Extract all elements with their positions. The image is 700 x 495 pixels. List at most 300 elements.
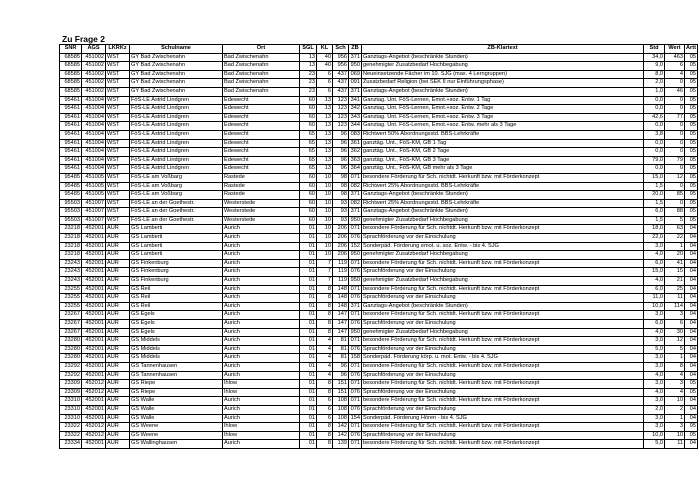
- cell-schulname: GS Egels: [130, 320, 223, 329]
- table-row: [60, 328, 698, 337]
- cell-zb: 076: [349, 388, 362, 397]
- column-header-artt: Artt: [685, 45, 698, 54]
- cell-sch: 81: [333, 337, 349, 346]
- cell-schulname: GS Walle: [130, 397, 223, 406]
- cell-snr: 23280: [60, 354, 82, 363]
- cell-sch: 437: [333, 70, 349, 79]
- cell-kl: 10: [317, 208, 333, 217]
- cell-ags: 452001: [82, 294, 106, 303]
- cell-artt: 04: [685, 362, 698, 371]
- cell-sch: 93: [333, 216, 349, 225]
- cell-artt: 04: [685, 337, 698, 346]
- cell-lkrkz: AUR: [106, 440, 130, 449]
- cell-std: 0,0: [644, 105, 665, 114]
- table-row: [60, 242, 698, 251]
- cell-zb: 950: [349, 62, 362, 71]
- cell-wert: 0: [665, 199, 685, 208]
- cell-lkrkz: WST: [106, 173, 130, 182]
- cell-zb: 364: [349, 165, 362, 174]
- cell-artt: 05: [685, 380, 698, 389]
- cell-sgl: 01: [300, 388, 317, 397]
- cell-zb-klartext: Ganztag. Unt. FöS-Lernen, Emot.+soz. Entw. 3 Tage: [362, 113, 644, 122]
- column-header-kl: KL: [317, 45, 333, 54]
- table-body: [60, 53, 698, 448]
- cell-ort: Aurich: [223, 311, 300, 320]
- cell-snr: 23243: [60, 277, 82, 286]
- cell-ort: Aurich: [223, 251, 300, 260]
- cell-ort: Rastede: [223, 173, 300, 182]
- cell-zb-klartext: besondere Förderung für Sch. nichtdt. Herkunft bzw. mit Förderkonzept: [362, 362, 644, 371]
- cell-schulname: GS Middels: [130, 337, 223, 346]
- cell-ort: Aurich: [223, 397, 300, 406]
- cell-schulname: GS Walle: [130, 414, 223, 423]
- cell-kl: 8: [317, 285, 333, 294]
- cell-ags: 452001: [82, 225, 106, 234]
- cell-zb: 071: [349, 380, 362, 389]
- cell-wert: 46: [665, 87, 685, 96]
- cell-sch: 81: [333, 354, 349, 363]
- cell-artt: 05: [685, 423, 698, 432]
- cell-snr: 23243: [60, 268, 82, 277]
- cell-zb-klartext: besondere Förderung für Sch. nichtdt. Herkunft bzw. mit Förderkonzept: [362, 337, 644, 346]
- cell-artt: 05: [685, 139, 698, 148]
- cell-std: 1,5: [644, 182, 665, 191]
- cell-schulname: FöS-LE Astrid Lindgren: [130, 96, 223, 105]
- cell-zb: 342: [349, 105, 362, 114]
- cell-sch: 206: [333, 242, 349, 251]
- cell-schulname: FöS-LE an der Goethestr.: [130, 216, 223, 225]
- cell-lkrkz: WST: [106, 148, 130, 157]
- cell-std: 3,0: [644, 242, 665, 251]
- cell-wert: 12: [665, 173, 685, 182]
- table-row: [60, 371, 698, 380]
- cell-kl: 10: [317, 182, 333, 191]
- cell-wert: 41: [665, 259, 685, 268]
- cell-ags: 451002: [82, 79, 106, 88]
- cell-sgl: 65: [300, 130, 317, 139]
- cell-zb-klartext: ganztäg. Unt., FöS-KM, GB mehr als 3 Tage: [362, 165, 644, 174]
- cell-kl: 13: [317, 156, 333, 165]
- cell-wert: 8: [665, 362, 685, 371]
- cell-sch: 206: [333, 251, 349, 260]
- cell-zb-klartext: Sprachförderung vor der Einschulung: [362, 320, 644, 329]
- cell-zb-klartext: Richtwert 25% Abordnungsstd. BBS-Lehrkräfte: [362, 182, 644, 191]
- cell-artt: 05: [685, 79, 698, 88]
- cell-sgl: 01: [300, 259, 317, 268]
- cell-zb: 371: [349, 302, 362, 311]
- cell-sgl: 01: [300, 380, 317, 389]
- cell-zb-klartext: Richtwert 50% Abordnungsstd. BBS-Lehrkräfte: [362, 130, 644, 139]
- cell-kl: 7: [317, 277, 333, 286]
- cell-sgl: 01: [300, 405, 317, 414]
- column-header-wert: Wert: [665, 45, 685, 54]
- cell-snr: 23334: [60, 440, 82, 449]
- cell-lkrkz: AUR: [106, 414, 130, 423]
- cell-wert: 114: [665, 302, 685, 311]
- cell-schulname: GS Reil: [130, 302, 223, 311]
- cell-ags: 451004: [82, 148, 106, 157]
- cell-schulname: GS Tannenhausen: [130, 371, 223, 380]
- cell-std: 4,0: [644, 388, 665, 397]
- table-row: [60, 337, 698, 346]
- cell-snr: 68585: [60, 79, 82, 88]
- cell-sgl: 13: [300, 62, 317, 71]
- cell-wert: 3: [665, 311, 685, 320]
- column-header-std: Std: [644, 45, 665, 54]
- table-row: [60, 431, 698, 440]
- cell-snr: 95461: [60, 148, 82, 157]
- cell-schulname: GS Riepe: [130, 388, 223, 397]
- cell-std: 3,0: [644, 354, 665, 363]
- cell-schulname: GS Riepe: [130, 380, 223, 389]
- cell-zb-klartext: Ganztag. Unt. FöS-Lernen, Emot.+soz. Entw. 2 Tage: [362, 105, 644, 114]
- cell-zb: 071: [349, 337, 362, 346]
- cell-ort: Bad Zwischenahn: [223, 62, 300, 71]
- column-header-zb-klartext: ZB-Klartext: [362, 45, 644, 54]
- cell-ags: 452001: [82, 311, 106, 320]
- cell-ags: 452001: [82, 362, 106, 371]
- cell-zb: 076: [349, 268, 362, 277]
- cell-sgl: 01: [300, 337, 317, 346]
- cell-artt: 04: [685, 371, 698, 380]
- cell-wert: 22: [665, 234, 685, 243]
- cell-wert: 463: [665, 53, 685, 62]
- cell-sch: 96: [333, 362, 349, 371]
- cell-sch: 108: [333, 405, 349, 414]
- cell-artt: 05: [685, 62, 698, 71]
- cell-sch: 81: [333, 345, 349, 354]
- cell-std: 1,5: [644, 216, 665, 225]
- cell-kl: 10: [317, 225, 333, 234]
- cell-lkrkz: WST: [106, 165, 130, 174]
- cell-lkrkz: AUR: [106, 431, 130, 440]
- cell-lkrkz: WST: [106, 139, 130, 148]
- cell-snr: 23310: [60, 397, 82, 406]
- cell-std: 79,0: [644, 156, 665, 165]
- cell-snr: 23267: [60, 320, 82, 329]
- cell-artt: 04: [685, 268, 698, 277]
- cell-snr: 95503: [60, 208, 82, 217]
- cell-zb: 071: [349, 173, 362, 182]
- cell-sgl: 01: [300, 423, 317, 432]
- cell-artt: 05: [685, 70, 698, 79]
- cell-schulname: GS Finkenburg: [130, 277, 223, 286]
- table-row: [60, 122, 698, 131]
- cell-schulname: FöS-LE Astrid Lindgren: [130, 139, 223, 148]
- cell-lkrkz: WST: [106, 62, 130, 71]
- cell-zb: 950: [349, 277, 362, 286]
- cell-zb: 076: [349, 320, 362, 329]
- cell-sch: 96: [333, 139, 349, 148]
- table-row: [60, 362, 698, 371]
- cell-snr: 95485: [60, 191, 82, 200]
- cell-zb: 341: [349, 96, 362, 105]
- cell-wert: 25: [665, 285, 685, 294]
- cell-std: 3,0: [644, 362, 665, 371]
- cell-sch: 123: [333, 113, 349, 122]
- cell-lkrkz: WST: [106, 182, 130, 191]
- cell-lkrkz: AUR: [106, 251, 130, 260]
- cell-std: 3,0: [644, 423, 665, 432]
- cell-zb: 071: [349, 440, 362, 449]
- cell-lkrkz: AUR: [106, 277, 130, 286]
- cell-snr: 23218: [60, 242, 82, 251]
- cell-std: 10,0: [644, 302, 665, 311]
- cell-sch: 147: [333, 311, 349, 320]
- cell-schulname: GS Egels: [130, 328, 223, 337]
- cell-ags: 452001: [82, 242, 106, 251]
- cell-ort: Aurich: [223, 440, 300, 449]
- cell-lkrkz: AUR: [106, 320, 130, 329]
- cell-kl: 13: [317, 96, 333, 105]
- cell-schulname: GY Bad Zwischenahn: [130, 70, 223, 79]
- cell-artt: 04: [685, 259, 698, 268]
- cell-wert: 1: [665, 242, 685, 251]
- cell-std: 9,0: [644, 62, 665, 71]
- cell-wert: 3: [665, 380, 685, 389]
- cell-wert: 2: [665, 405, 685, 414]
- cell-sch: 98: [333, 173, 349, 182]
- cell-lkrkz: AUR: [106, 405, 130, 414]
- cell-std: 6,0: [644, 285, 665, 294]
- cell-kl: 13: [317, 148, 333, 157]
- cell-ort: Aurich: [223, 234, 300, 243]
- cell-kl: 4: [317, 345, 333, 354]
- cell-sch: 147: [333, 328, 349, 337]
- header-row: [60, 45, 698, 54]
- cell-kl: 4: [317, 371, 333, 380]
- cell-zb: 071: [349, 225, 362, 234]
- cell-lkrkz: AUR: [106, 354, 130, 363]
- cell-std: 5,0: [644, 440, 665, 449]
- cell-sch: 98: [333, 182, 349, 191]
- cell-snr: 68585: [60, 53, 82, 62]
- cell-sgl: 01: [300, 277, 317, 286]
- cell-ort: Edewecht: [223, 113, 300, 122]
- cell-zb-klartext: Ganztags-Angebot (beschränkte Stunden): [362, 208, 644, 217]
- cell-sgl: 60: [300, 96, 317, 105]
- cell-schulname: GY Bad Zwischenahn: [130, 53, 223, 62]
- cell-zb-klartext: Sprachförderung vor der Einschulung: [362, 388, 644, 397]
- cell-zb-klartext: genehmigter Zusatzbedarf Hochbegabung: [362, 216, 644, 225]
- cell-zb: 071: [349, 311, 362, 320]
- cell-std: 4,0: [644, 277, 665, 286]
- cell-sgl: 60: [300, 122, 317, 131]
- cell-schulname: FöS-LE Astrid Lindgren: [130, 105, 223, 114]
- cell-sch: 123: [333, 96, 349, 105]
- cell-sgl: 01: [300, 354, 317, 363]
- cell-wert: 0: [665, 130, 685, 139]
- table-row: [60, 182, 698, 191]
- cell-lkrkz: WST: [106, 53, 130, 62]
- cell-sch: 93: [333, 208, 349, 217]
- cell-schulname: GS Lamberti: [130, 225, 223, 234]
- cell-wert: 0: [665, 148, 685, 157]
- cell-artt: 05: [685, 388, 698, 397]
- cell-sch: 123: [333, 122, 349, 131]
- cell-snr: 95503: [60, 199, 82, 208]
- cell-ort: Bad Zwischenahn: [223, 70, 300, 79]
- cell-sch: 206: [333, 225, 349, 234]
- table-row: [60, 165, 698, 174]
- cell-sch: 96: [333, 148, 349, 157]
- cell-lkrkz: AUR: [106, 328, 130, 337]
- cell-sch: 108: [333, 397, 349, 406]
- cell-zb: 343: [349, 113, 362, 122]
- cell-zb-klartext: besondere Förderung für Sch. nichtdt. Herkunft bzw. mit Förderkonzept: [362, 380, 644, 389]
- cell-snr: 23292: [60, 362, 82, 371]
- cell-schulname: FöS-LE Astrid Lindgren: [130, 165, 223, 174]
- cell-lkrkz: WST: [106, 113, 130, 122]
- cell-ags: 451005: [82, 173, 106, 182]
- cell-zb-klartext: ganztäg. Unt., FöS-KM, GB 3 Tage: [362, 156, 644, 165]
- cell-lkrkz: AUR: [106, 397, 130, 406]
- column-header-sch: Sch: [333, 45, 349, 54]
- cell-kl: 10: [317, 199, 333, 208]
- cell-snr: 23267: [60, 311, 82, 320]
- cell-sch: 148: [333, 294, 349, 303]
- cell-snr: 23292: [60, 371, 82, 380]
- cell-artt: 05: [685, 53, 698, 62]
- cell-zb-klartext: besondere Förderung für Sch. nichtdt. Herkunft bzw. mit Förderkonzept: [362, 259, 644, 268]
- cell-wert: 77: [665, 113, 685, 122]
- cell-ort: Aurich: [223, 371, 300, 380]
- cell-kl: 10: [317, 234, 333, 243]
- cell-zb: 362: [349, 148, 362, 157]
- table-row: [60, 380, 698, 389]
- cell-ags: 451004: [82, 105, 106, 114]
- cell-artt: 04: [685, 405, 698, 414]
- cell-artt: 05: [685, 199, 698, 208]
- cell-wert: 85: [665, 191, 685, 200]
- cell-kl: 4: [317, 337, 333, 346]
- cell-ags: 451005: [82, 191, 106, 200]
- cell-kl: 8: [317, 380, 333, 389]
- cell-schulname: GS Finkenburg: [130, 268, 223, 277]
- cell-kl: 7: [317, 259, 333, 268]
- table-row: [60, 397, 698, 406]
- cell-std: 3,0: [644, 337, 665, 346]
- cell-kl: 8: [317, 311, 333, 320]
- cell-ags: 452001: [82, 268, 106, 277]
- cell-lkrkz: WST: [106, 156, 130, 165]
- cell-artt: 04: [685, 242, 698, 251]
- cell-ort: Bad Zwischenahn: [223, 79, 300, 88]
- cell-ags: 452001: [82, 328, 106, 337]
- cell-wert: 6: [665, 320, 685, 329]
- cell-sgl: 01: [300, 225, 317, 234]
- column-header-ags: AGS: [82, 45, 106, 54]
- cell-ort: Edewecht: [223, 156, 300, 165]
- cell-snr: 95461: [60, 130, 82, 139]
- cell-wert: 0: [665, 139, 685, 148]
- cell-snr: 23280: [60, 337, 82, 346]
- cell-sch: 96: [333, 165, 349, 174]
- cell-artt: 05: [685, 156, 698, 165]
- cell-zb-klartext: ganztäg. Unt., FöS-KM, GB 1 Tag: [362, 139, 644, 148]
- table-row: [60, 208, 698, 217]
- cell-ort: Edewecht: [223, 96, 300, 105]
- cell-kl: 4: [317, 362, 333, 371]
- cell-ort: Westerstede: [223, 216, 300, 225]
- cell-std: 11,0: [644, 294, 665, 303]
- cell-ags: 451007: [82, 208, 106, 217]
- cell-ags: 451004: [82, 130, 106, 139]
- cell-wert: 0: [665, 79, 685, 88]
- column-header-lkrkz: LKRKz: [106, 45, 130, 54]
- cell-std: 4,0: [644, 371, 665, 380]
- cell-ags: 451002: [82, 87, 106, 96]
- cell-ort: Ihlow: [223, 431, 300, 440]
- cell-zb: 071: [349, 285, 362, 294]
- cell-ort: Aurich: [223, 294, 300, 303]
- table-row: [60, 251, 698, 260]
- cell-artt: 05: [685, 105, 698, 114]
- cell-sch: 96: [333, 130, 349, 139]
- cell-ags: 452012: [82, 423, 106, 432]
- cell-sgl: 65: [300, 165, 317, 174]
- cell-std: 4,0: [644, 328, 665, 337]
- cell-schulname: GS Lamberti: [130, 234, 223, 243]
- cell-kl: 13: [317, 105, 333, 114]
- cell-sch: 93: [333, 199, 349, 208]
- cell-kl: 8: [317, 440, 333, 449]
- cell-zb: 371: [349, 208, 362, 217]
- cell-kl: 7: [317, 268, 333, 277]
- cell-std: 0,0: [644, 122, 665, 131]
- cell-wert: 4: [665, 371, 685, 380]
- table-row: [60, 440, 698, 449]
- cell-kl: 8: [317, 302, 333, 311]
- cell-wert: 20: [665, 251, 685, 260]
- cell-snr: 23322: [60, 423, 82, 432]
- cell-sgl: 01: [300, 242, 317, 251]
- cell-snr: 68585: [60, 62, 82, 71]
- cell-zb-klartext: Ganztags-Angebot (beschränkte Stunden): [362, 87, 644, 96]
- cell-zb-klartext: Sonderpäd. Förderung Hören - bis 4. SJG: [362, 414, 644, 423]
- table-row: [60, 53, 698, 62]
- cell-ort: Aurich: [223, 285, 300, 294]
- cell-wert: 1: [665, 354, 685, 363]
- cell-sgl: 60: [300, 173, 317, 182]
- cell-sgl: 60: [300, 113, 317, 122]
- table-row: [60, 345, 698, 354]
- cell-lkrkz: AUR: [106, 285, 130, 294]
- cell-zb-klartext: genehmigter Zusatzbedarf Hochbegabung: [362, 277, 644, 286]
- cell-artt: 04: [685, 311, 698, 320]
- cell-ort: Aurich: [223, 302, 300, 311]
- cell-lkrkz: WST: [106, 191, 130, 200]
- cell-ort: Aurich: [223, 328, 300, 337]
- cell-snr: 23280: [60, 345, 82, 354]
- cell-sch: 123: [333, 105, 349, 114]
- cell-ags: 452001: [82, 337, 106, 346]
- cell-zb-klartext: Neueinsetzende Fächer im 10. SJG (max. 4 Lerngruppen): [362, 70, 644, 79]
- cell-schulname: FöS-LE Astrid Lindgren: [130, 113, 223, 122]
- cell-artt: 05: [685, 130, 698, 139]
- cell-ags: 451004: [82, 139, 106, 148]
- cell-ags: 451005: [82, 182, 106, 191]
- cell-lkrkz: AUR: [106, 225, 130, 234]
- cell-std: 22,0: [644, 234, 665, 243]
- cell-ort: Aurich: [223, 405, 300, 414]
- cell-zb: 950: [349, 251, 362, 260]
- table-row: [60, 113, 698, 122]
- cell-lkrkz: WST: [106, 208, 130, 217]
- table-row: [60, 191, 698, 200]
- cell-schulname: GY Bad Zwischenahn: [130, 87, 223, 96]
- cell-zb-klartext: Richtwert 25% Abordnungsstd. BBS-Lehrkräfte: [362, 199, 644, 208]
